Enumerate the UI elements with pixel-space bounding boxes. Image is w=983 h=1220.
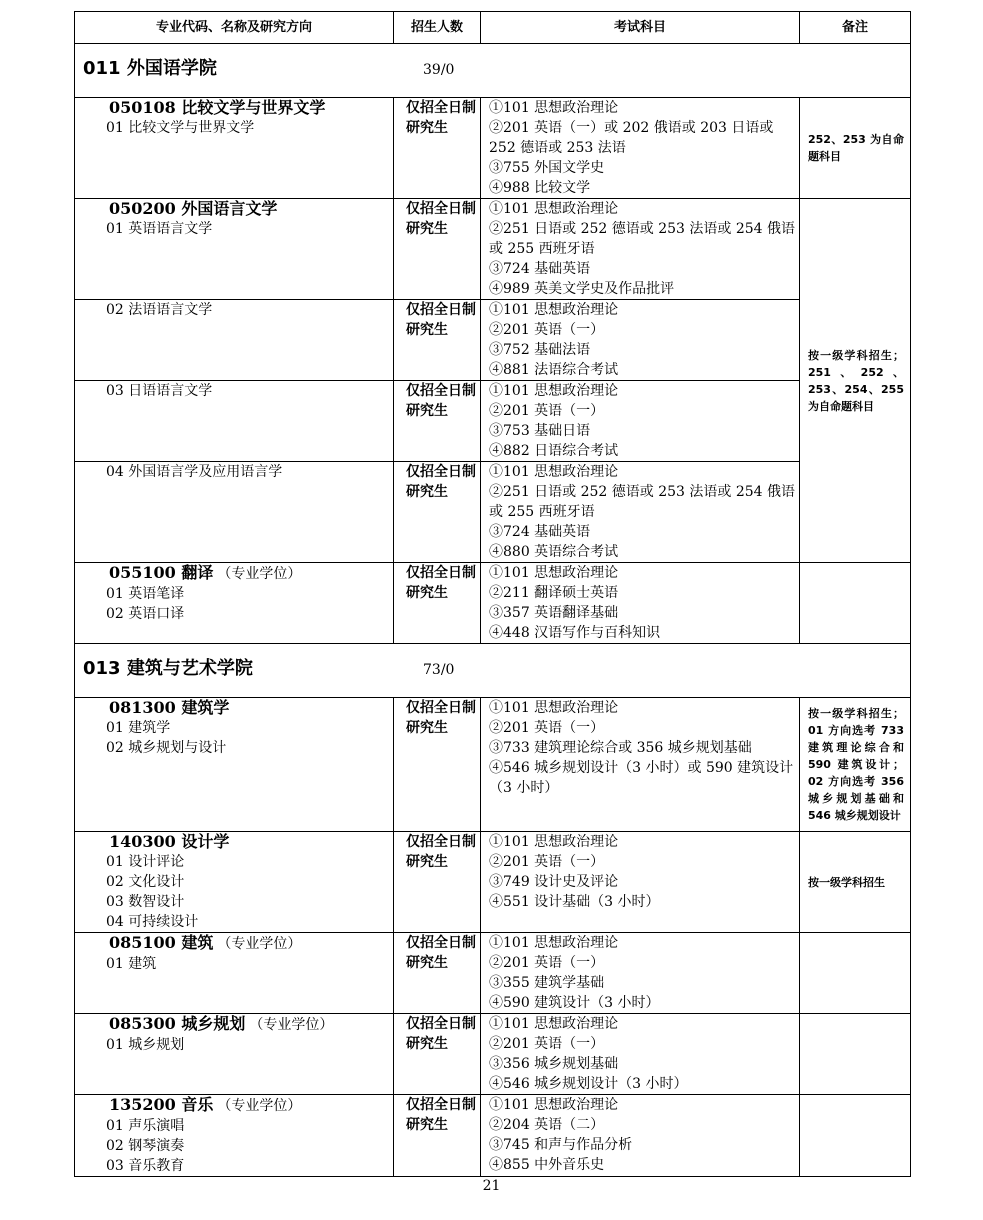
exam-item: ②201 英语（一）	[489, 322, 605, 338]
exam-cell	[481, 832, 800, 933]
note-cell: 按一级学科招生	[800, 832, 911, 933]
enrollment-form: 仅招全日制研究生	[394, 462, 481, 563]
exam-item: ③733 建筑理论综合或 356 城乡规划基础	[489, 740, 752, 756]
exam-item: ④855 中外音乐史	[489, 1157, 605, 1173]
exam-item: ③752 基础法语	[489, 342, 591, 358]
enrollment-form: 仅招全日制研究生	[394, 381, 481, 462]
exam-item: ①101 思想政治理论	[489, 201, 619, 217]
note-cell: 按一级学科招生；01 方向选考 733 建筑理论综合和 590 建筑设计；02 方向选考 356 城乡规划基础和 546 城乡规划设计	[800, 698, 911, 832]
exam-item: ③755 外国文学史	[489, 160, 605, 176]
exam-cell	[481, 300, 800, 381]
college-name: 013 建筑与艺术学院	[83, 658, 253, 679]
program-code: 081300	[109, 698, 176, 717]
enrollment-form: 仅招全日制研究生	[394, 1095, 481, 1177]
program-code: 050200	[109, 199, 176, 218]
note-cell	[800, 1014, 911, 1095]
direction-item: 04 可持续设计	[106, 914, 199, 930]
program-name: 翻译	[181, 563, 214, 582]
enrollment-form: 仅招全日制研究生	[394, 199, 481, 300]
exam-item: ④546 城乡规划设计（3 小时）	[489, 1076, 688, 1092]
degree-tag: （专业学位）	[217, 936, 302, 952]
program-name: 城乡规划	[181, 1014, 246, 1033]
exam-item: ①101 思想政治理论	[489, 302, 619, 318]
program-heading	[106, 563, 393, 584]
program-row	[75, 563, 911, 644]
exam-item: ①101 思想政治理论	[489, 1016, 619, 1032]
direction-item: 01 建筑学	[106, 720, 171, 736]
exam-item: ①101 思想政治理论	[489, 464, 619, 480]
enrollment-form: 仅招全日制研究生	[394, 1014, 481, 1095]
exam-cell	[481, 381, 800, 462]
exam-item: ②201 英语（一）	[489, 955, 605, 971]
college-row	[75, 44, 911, 98]
program-code: 055100	[109, 563, 176, 582]
program-cell	[75, 933, 394, 1014]
program-heading	[106, 1014, 393, 1035]
note-cell: 252、253 为自命题科目	[800, 98, 911, 199]
program-code: 085300	[109, 1014, 176, 1033]
exam-item: ③356 城乡规划基础	[489, 1056, 619, 1072]
exam-item: ②201 英语（一）	[489, 854, 605, 870]
exam-item: ④988 比较文学	[489, 180, 591, 196]
exam-item: ③724 基础英语	[489, 524, 591, 540]
direction-item: 03 数智设计	[106, 894, 185, 910]
program-code: 135200	[109, 1095, 176, 1114]
exam-item: ③355 建筑学基础	[489, 975, 605, 991]
program-row	[75, 1095, 911, 1177]
exam-item: ④881 法语综合考试	[489, 362, 619, 378]
exam-item: ③745 和声与作品分析	[489, 1137, 633, 1153]
direction-item: 03 日语语言文学	[106, 383, 213, 399]
header-enrollment: 招生人数	[394, 12, 481, 44]
header-notes: 备注	[800, 12, 911, 44]
program-row	[75, 1014, 911, 1095]
enrollment-form: 仅招全日制研究生	[394, 98, 481, 199]
note-cell	[800, 1095, 911, 1177]
program-heading	[106, 98, 393, 118]
program-heading	[106, 1095, 393, 1116]
direction-item: 01 声乐演唱	[106, 1118, 185, 1134]
program-row	[75, 698, 911, 832]
program-row	[75, 832, 911, 933]
exam-item: ④880 英语综合考试	[489, 544, 619, 560]
exam-item: ③749 设计史及评论	[489, 874, 619, 890]
note-cell	[800, 933, 911, 1014]
exam-item: ②201 英语（一）	[489, 403, 605, 419]
exam-item: ④551 设计基础（3 小时）	[489, 894, 660, 910]
exam-item: ①101 思想政治理论	[489, 565, 619, 581]
program-row	[75, 933, 911, 1014]
college-quota: 39/0	[423, 62, 455, 78]
exam-cell	[481, 462, 800, 563]
direction-item: 02 钢琴演奏	[106, 1138, 185, 1154]
enrollment-form: 仅招全日制研究生	[394, 832, 481, 933]
program-row	[75, 98, 911, 199]
note-cell: 按一级学科招生；251、252、253、254、255为自命题科目	[800, 199, 911, 563]
program-cell	[75, 698, 394, 832]
exam-item: ④590 建筑设计（3 小时）	[489, 995, 660, 1011]
admissions-table	[74, 11, 911, 1177]
program-cell	[75, 199, 394, 300]
exam-item: ④448 汉语写作与百科知识	[489, 625, 661, 641]
exam-item: ①101 思想政治理论	[489, 834, 619, 850]
enrollment-form: 仅招全日制研究生	[394, 698, 481, 832]
header-program: 专业代码、名称及研究方向	[75, 12, 394, 44]
exam-item: ②201 英语（一）	[489, 720, 605, 736]
program-cell	[75, 1014, 394, 1095]
program-cell	[75, 300, 394, 381]
enrollment-form: 仅招全日制研究生	[394, 563, 481, 644]
program-code: 050108	[109, 98, 176, 117]
exam-item: ①101 思想政治理论	[489, 700, 619, 716]
exam-cell	[481, 698, 800, 832]
direction-item: 02 文化设计	[106, 874, 185, 890]
exam-item: ①101 思想政治理论	[489, 100, 619, 116]
page-number: 21	[482, 1178, 501, 1194]
program-name: 建筑	[181, 933, 214, 952]
program-code: 085100	[109, 933, 176, 952]
exam-cell	[481, 1014, 800, 1095]
program-cell	[75, 98, 394, 199]
direction-item: 01 设计评论	[106, 854, 185, 870]
direction-item: 02 英语口译	[106, 606, 185, 622]
header-row	[75, 12, 911, 44]
exam-item: ②211 翻译硕士英语	[489, 585, 619, 601]
program-heading	[106, 933, 393, 954]
exam-item: ①101 思想政治理论	[489, 1097, 619, 1113]
enrollment-form: 仅招全日制研究生	[394, 300, 481, 381]
program-name: 建筑学	[181, 698, 230, 717]
college-quota: 73/0	[423, 662, 455, 678]
exam-cell	[481, 199, 800, 300]
direction-item: 04 外国语言学及应用语言学	[106, 464, 283, 480]
exam-item: ④882 日语综合考试	[489, 443, 619, 459]
direction-item: 01 比较文学与世界文学	[106, 120, 255, 136]
note-cell	[800, 563, 911, 644]
exam-item: ②251 日语或 252 德语或 253 法语或 254 俄语或 255 西班牙语	[489, 484, 796, 520]
program-row	[75, 300, 911, 381]
degree-tag: （专业学位）	[217, 566, 302, 582]
exam-item: ④989 英美文学史及作品批评	[489, 281, 675, 297]
exam-item: ①101 思想政治理论	[489, 383, 619, 399]
program-cell	[75, 563, 394, 644]
direction-item: 01 英语笔译	[106, 586, 185, 602]
direction-item: 01 英语语言文学	[106, 221, 213, 237]
direction-item: 03 音乐教育	[106, 1158, 185, 1174]
program-name: 设计学	[181, 832, 230, 851]
program-heading	[106, 698, 393, 718]
exam-cell	[481, 933, 800, 1014]
exam-cell	[481, 1095, 800, 1177]
exam-item: ②201 英语（一）或 202 俄语或 203 日语或252 德语或 253 法语	[489, 120, 774, 156]
program-cell	[75, 1095, 394, 1177]
program-cell	[75, 832, 394, 933]
exam-item: ③753 基础日语	[489, 423, 591, 439]
direction-item: 01 建筑	[106, 956, 157, 972]
exam-item: ②201 英语（一）	[489, 1036, 605, 1052]
exam-item: ③357 英语翻译基础	[489, 605, 619, 621]
college-row	[75, 644, 911, 698]
direction-item: 02 城乡规划与设计	[106, 740, 227, 756]
exam-cell	[481, 98, 800, 199]
degree-tag: （专业学位）	[217, 1098, 302, 1114]
exam-cell	[481, 563, 800, 644]
exam-item: ②251 日语或 252 德语或 253 法语或 254 俄语或 255 西班牙语	[489, 221, 796, 257]
program-code: 140300	[109, 832, 176, 851]
program-name: 比较文学与世界文学	[181, 98, 326, 117]
program-cell	[75, 381, 394, 462]
program-heading	[106, 199, 393, 219]
program-heading	[106, 832, 393, 852]
program-row	[75, 462, 911, 563]
exam-item: ④546 城乡规划设计（3 小时）或 590 建筑设计（3 小时）	[489, 760, 794, 796]
exam-item: ①101 思想政治理论	[489, 935, 619, 951]
direction-item: 02 法语语言文学	[106, 302, 213, 318]
header-exams: 考试科目	[481, 12, 800, 44]
program-row	[75, 199, 911, 300]
exam-item: ②204 英语（二）	[489, 1117, 605, 1133]
college-name: 011 外国语学院	[83, 58, 217, 79]
degree-tag: （专业学位）	[249, 1017, 334, 1033]
direction-item: 01 城乡规划	[106, 1037, 185, 1053]
exam-item: ③724 基础英语	[489, 261, 591, 277]
program-name: 外国语言文学	[181, 199, 278, 218]
enrollment-form: 仅招全日制研究生	[394, 933, 481, 1014]
program-name: 音乐	[181, 1095, 214, 1114]
program-row	[75, 381, 911, 462]
program-cell	[75, 462, 394, 563]
